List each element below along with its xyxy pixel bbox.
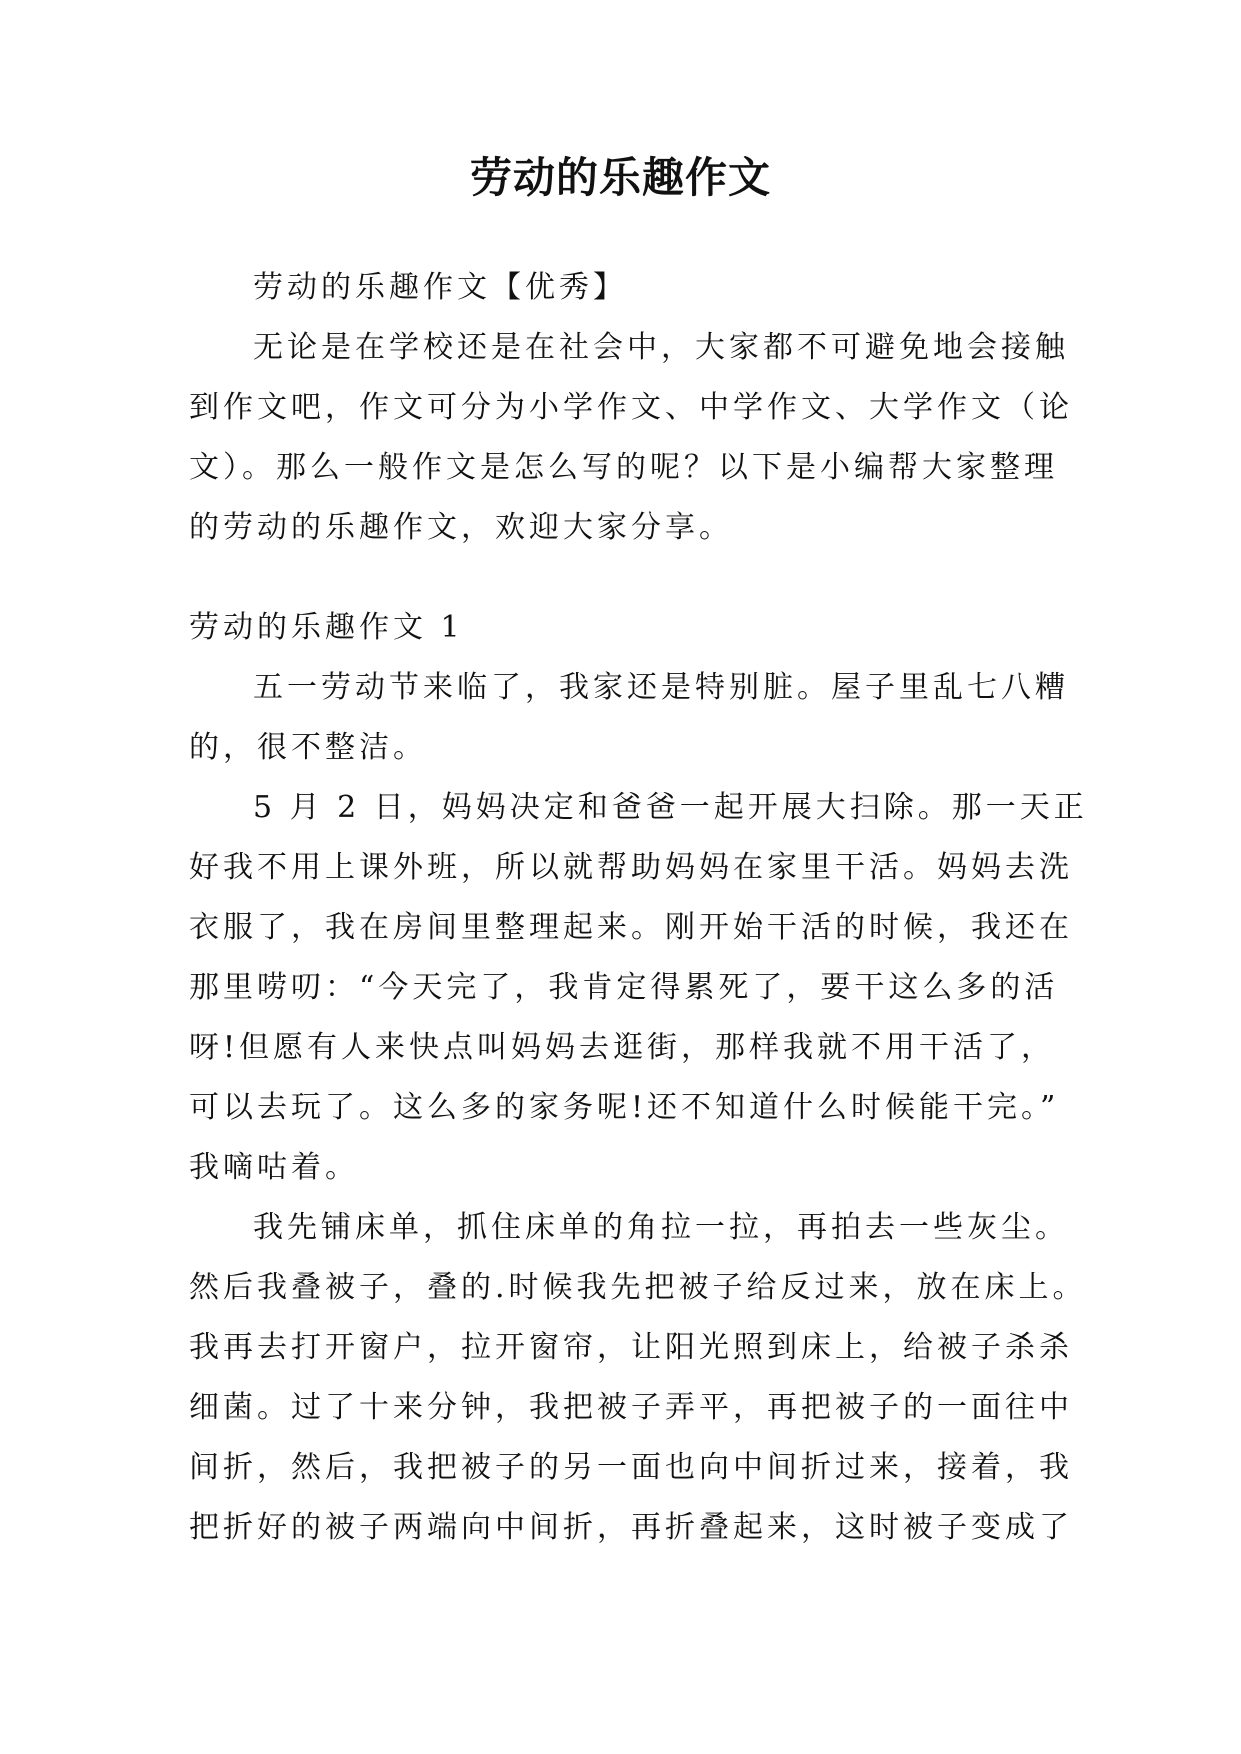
paragraph-line: 可以去玩了。这么多的家务呢!还不知道什么时候能干完。”	[189, 1090, 1060, 1125]
paragraph-line: 衣服了，我在房间里整理起来。刚开始干活的时候，我还在	[189, 910, 1073, 945]
intro-paragraph-line: 无论是在学校还是在社会中，大家都不可避免地会接触	[253, 330, 1069, 365]
intro-paragraph-line: 的劳动的乐趣作文，欢迎大家分享。	[189, 510, 733, 545]
paragraph-line: 细菌。过了十来分钟，我把被子弄平，再把被子的一面往中	[189, 1390, 1073, 1425]
section-heading: 劳动的乐趣作文 1	[189, 610, 464, 645]
paragraph-line: 的，很不整洁。	[189, 730, 427, 765]
paragraph-line: 我先铺床单，抓住床单的角拉一拉，再拍去一些灰尘。	[253, 1210, 1069, 1245]
paragraph-line: 把折好的被子两端向中间折，再折叠起来，这时被子变成了	[189, 1510, 1073, 1545]
intro-paragraph-line: 文）。那么一般作文是怎么写的呢？以下是小编帮大家整理	[189, 450, 1058, 485]
paragraph-line: 五一劳动节来临了，我家还是特别脏。屋子里乱七八糟	[253, 670, 1069, 705]
paragraph-line: 我再去打开窗户，拉开窗帘，让阳光照到床上，给被子杀杀	[189, 1330, 1073, 1365]
document-body	[189, 258, 1088, 1558]
intro-heading: 劳动的乐趣作文【优秀】	[253, 270, 627, 305]
paragraph-line: 呀!但愿有人来快点叫妈妈去逛街，那样我就不用干活了，	[189, 1030, 1056, 1065]
paragraph-line: 好我不用上课外班，所以就帮助妈妈在家里干活。妈妈去洗	[189, 850, 1073, 885]
paragraph-line: 5 月 2 日，妈妈决定和爸爸一起开展大扫除。那一天正	[253, 790, 1088, 825]
paragraph-line: 然后我叠被子，叠的.时候我先把被子给反过来，放在床上。	[189, 1270, 1087, 1305]
paragraph-line: 间折，然后，我把被子的另一面也向中间折过来，接着，我	[189, 1450, 1073, 1485]
document-title: 劳动的乐趣作文	[469, 153, 771, 202]
section-spacer	[189, 558, 1069, 598]
paragraph-line: 我嘀咕着。	[189, 1150, 359, 1185]
paragraph-line: 那里唠叨：“今天完了，我肯定得累死了，要干这么多的活	[189, 970, 1059, 1005]
intro-paragraph-line: 到作文吧，作文可分为小学作文、中学作文、大学作文（论	[189, 390, 1073, 425]
